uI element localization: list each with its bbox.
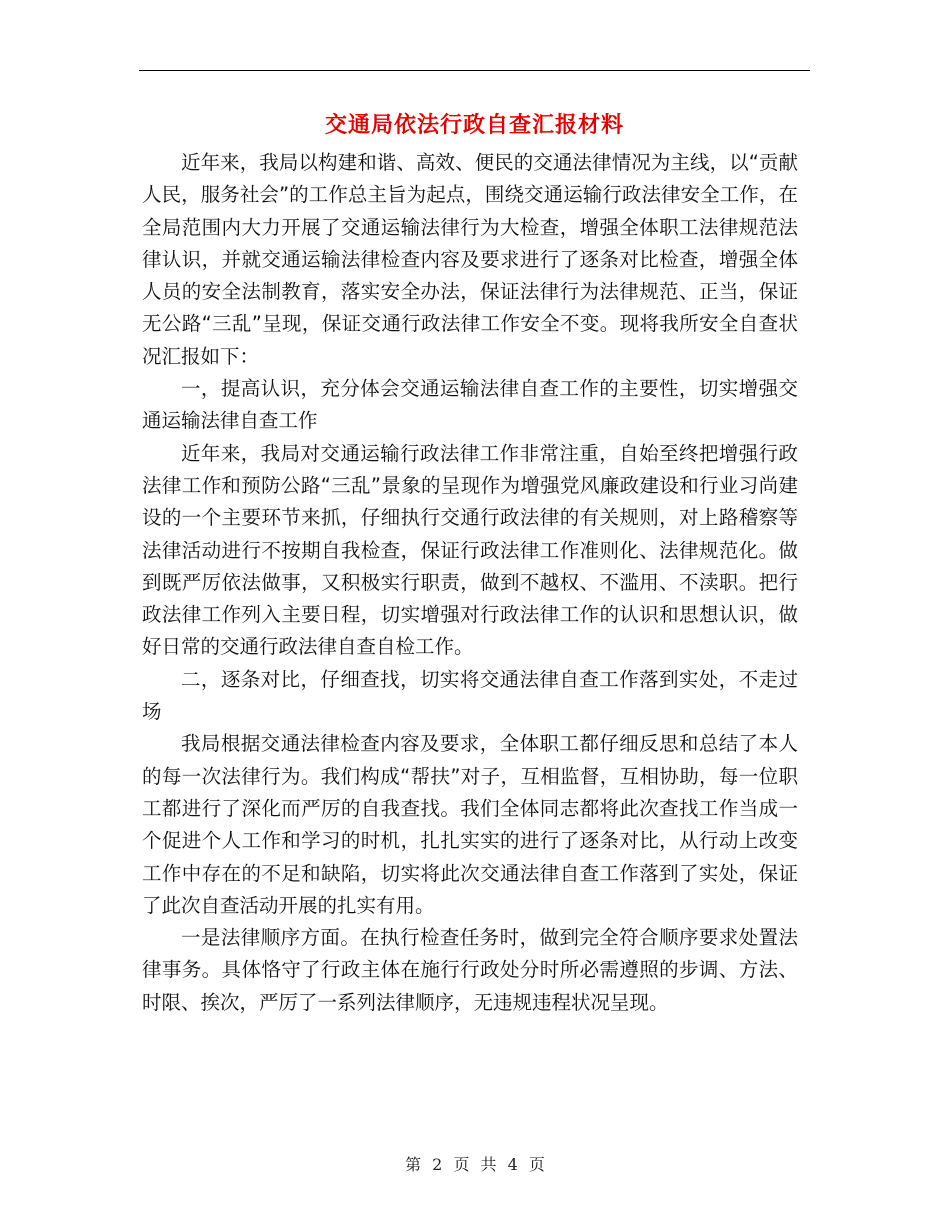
paragraph-intro: 近年来，我局以构建和谐、高效、便民的交通法律情况为主线，以“贡献人民，服务社会”的工作总主旨为起点，围绕交通运输行政法律安全工作，在全局范围内大力开展了交通运输法律行为大检查，增强全体职工法律规范法律认识，并就交通运输法律检查内容及要求进行了逐条对比检查，增强全体人员的安全法制教育，落实安全办法，保证法律行为法律规范、正当，保证无公路“三乱”呈现，保证交通行政法律工作安全不变。现将我所安全自查状况汇报如下： — [142, 151, 798, 368]
page-footer: 第 2 页 共 4 页 — [405, 1155, 545, 1174]
paragraph-legal-procedure: 一是法律顺序方面。在执行检查任务时，做到完全符合顺序要求处置法律事务。具体恪守了行政主体在施行行政处分时所必需遵照的步调、方法、时限、挨次，严厉了一系列法律顺序，无违规违程状况呈现。 — [142, 926, 798, 1014]
section-heading-1: 一，提高认识，充分体会交通运输法律自查工作的主要性，切实增强交通运输法律自查工作 — [142, 377, 798, 433]
header-rule — [139, 70, 810, 71]
document-body — [142, 147, 798, 1019]
document-title: 交通局依法行政自查汇报材料 — [324, 112, 624, 138]
paragraph-section-2: 我局根据交通法律检查内容及要求，全体职工都仔细反思和总结了本人的每一次法律行为。我们构成“帮扶”对子，互相监督，互相协助，每一位职工都进行了深化而严厉的自我查找。我们全体同志都将此次查找工作当成一个促进个人工作和学习的时机，扎扎实实的进行了逐条对比，从行动上改变工作中存在的不足和缺陷，切实将此次交通法律自查工作落到了实处，保证了此次自查活动开展的扎实有用。 — [142, 732, 798, 917]
section-heading-2: 二，逐条对比，仔细查找，切实将交通法律自查工作落到实处，不走过场 — [142, 667, 798, 724]
paragraph-section-1: 近年来，我局对交通运输行政法律工作非常注重，自始至终把增强行政法律工作和预防公路“三乱”景象的呈现作为增强党风廉政建设和行业习尚建设的一个主要环节来抓，仔细执行交通行政法律的有关规则，对上路稽察等法律活动进行不按期自我检查，保证行政法律工作准则化、法律规范化。做到既严厉依法做事，又积极实行职责，做到不越权、不滥用、不渎职。把行政法律工作列入主要日程，切实增强对行政法律工作的认识和思想认识，做好日常的交通行政法律自查自检工作。 — [142, 441, 798, 659]
